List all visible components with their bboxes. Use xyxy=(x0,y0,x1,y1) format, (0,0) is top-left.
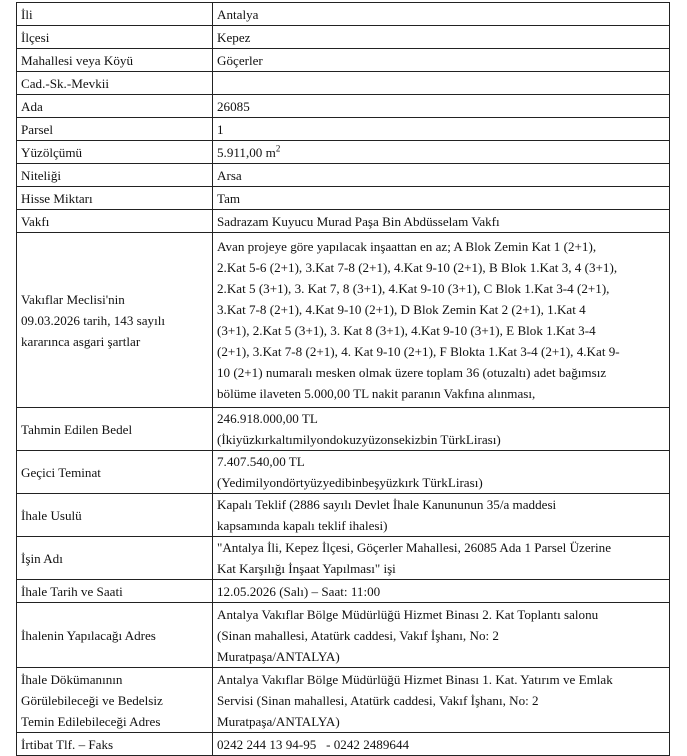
text-line: Antalya Vakıflar Bölge Müdürlüğü Hizmet Binası 1. Kat. Yatırım ve Emlak xyxy=(217,671,613,687)
table-row xyxy=(17,72,670,95)
estimate-value xyxy=(213,408,670,451)
row-value: Göçerler xyxy=(213,49,670,72)
row-value: Kepez xyxy=(213,26,670,49)
docs-label xyxy=(17,668,213,733)
venue-label: İhalenin Yapılacağı Adres xyxy=(17,603,213,668)
text-line: Muratpaşa/ANTALYA) xyxy=(217,648,340,664)
text-line: 7.407.540,00 TL xyxy=(217,454,305,469)
table-row xyxy=(17,49,670,72)
table-row xyxy=(17,164,670,187)
row-label: Vakfı xyxy=(17,210,213,233)
row-value: Tam xyxy=(213,187,670,210)
job-row xyxy=(17,537,670,580)
table-row xyxy=(17,118,670,141)
label-line: Görülebileceği ve Bedelsiz xyxy=(21,692,163,708)
venue-value xyxy=(213,603,670,668)
table-row xyxy=(17,187,670,210)
contact-value: 0242 244 13 94-95 - 0242 2489644 xyxy=(213,733,670,756)
method-value xyxy=(213,494,670,537)
label-line: İhale Dökümanının xyxy=(21,671,123,687)
guarantee-row xyxy=(17,451,670,494)
text-line: kapsamında kapalı teklif ihalesi) xyxy=(217,518,388,533)
venue-row xyxy=(17,603,670,668)
estimate-row xyxy=(17,408,670,451)
estimate-label: Tahmin Edilen Bedel xyxy=(17,408,213,451)
conditions-value xyxy=(213,233,670,408)
row-label: Niteliği xyxy=(17,164,213,187)
row-value xyxy=(213,72,670,95)
guarantee-label: Geçici Teminat xyxy=(17,451,213,494)
row-label: İlçesi xyxy=(17,26,213,49)
conditions-row xyxy=(17,233,670,408)
text-line: 246.918.000,00 TL xyxy=(217,411,318,426)
method-label: İhale Usulü xyxy=(17,494,213,537)
docs-value xyxy=(213,668,670,733)
text-line: Avan projeye göre yapılacak inşaattan en az; A Blok Zemin Kat 1 (2+1), xyxy=(217,239,597,254)
table-row xyxy=(17,3,670,26)
row-value: 1 xyxy=(213,118,670,141)
text-line: 3.Kat 7-8 (2+1), 4.Kat 9-10 (2+1), D Blok Zemin Kat 2 (2+1), 1.Kat 4 xyxy=(217,302,586,317)
table-row xyxy=(17,210,670,233)
text-line: Muratpaşa/ANTALYA) xyxy=(217,713,340,729)
text-line: 2.Kat 5 (3+1), 3. Kat 7, 8 (3+1), 4.Kat 9-10 (3+1), C Blok 1.Kat 3-4 (2+1), xyxy=(217,281,610,296)
docs-row xyxy=(17,668,670,733)
text-line: bölüme ilaveten 5.000,00 TL nakit paranın Vakfına alınması, xyxy=(217,386,536,401)
label-line: kararınca asgari şartlar xyxy=(21,333,141,349)
row-value: Arsa xyxy=(213,164,670,187)
area-value xyxy=(213,141,670,164)
guarantee-value xyxy=(213,451,670,494)
text-line: (2+1), 3.Kat 7-8 (2+1), 4. Kat 9-10 (2+1), F Blokta 1.Kat 3-4 (2+1), 4.Kat 9- xyxy=(217,344,620,359)
row-label: İli xyxy=(17,3,213,26)
label-line: Temin Edilebileceği Adres xyxy=(21,713,161,729)
text-line: (3+1), 2.Kat 5 (3+1), 3. Kat 8 (3+1), 4.Kat 9-10 (3+1), E Blok 1.Kat 3-4 xyxy=(217,323,596,338)
text-line: Kapalı Teklif (2886 sayılı Devlet İhale Kanununun 35/a maddesi xyxy=(217,497,557,512)
row-label: Ada xyxy=(17,95,213,118)
label-line: Vakıflar Meclisi'nin xyxy=(21,291,125,307)
row-label: Mahallesi veya Köyü xyxy=(17,49,213,72)
text-line: 10 (2+1) numaralı mesken olmak üzere toplam 36 (otuzaltı) adet bağımsız xyxy=(217,365,607,380)
area-unit-exponent: 2 xyxy=(275,143,281,154)
datetime-value: 12.05.2026 (Salı) – Saat: 11:00 xyxy=(213,580,670,603)
contact-label: İrtibat Tlf. – Faks xyxy=(17,733,213,756)
row-value: Antalya xyxy=(213,3,670,26)
conditions-label xyxy=(17,233,213,408)
row-label: Yüzölçümü xyxy=(17,141,213,164)
method-row xyxy=(17,494,670,537)
row-label: Cad.-Sk.-Mevkii xyxy=(17,72,213,95)
row-value: Sadrazam Kuyucu Murad Paşa Bin Abdüsselam Vakfı xyxy=(213,210,670,233)
area-number: 5.911,00 m xyxy=(217,144,276,160)
text-line: "Antalya İli, Kepez İlçesi, Göçerler Mahallesi, 26085 Ada 1 Parsel Üzerine xyxy=(217,540,612,555)
auction-info-table xyxy=(16,2,670,756)
job-label: İşin Adı xyxy=(17,537,213,580)
label-line: 09.03.2026 tarih, 143 sayılı xyxy=(21,312,166,328)
text-line: Antalya Vakıflar Bölge Müdürlüğü Hizmet Binası 2. Kat Toplantı salonu xyxy=(217,606,599,622)
row-label: Parsel xyxy=(17,118,213,141)
table-row xyxy=(17,26,670,49)
datetime-label: İhale Tarih ve Saati xyxy=(17,580,213,603)
contact-row xyxy=(17,733,670,756)
text-line: (Yedimilyondörtyüzyedibinbeşyüzkırk TürkLirası) xyxy=(217,475,483,490)
job-value xyxy=(213,537,670,580)
text-line: Kat Karşılığı İnşaat Yapılması" işi xyxy=(217,561,396,576)
text-line: (İkiyüzkırkaltımilyondokuzyüzonsekizbin TürkLirası) xyxy=(217,432,501,447)
text-line: (Sinan mahallesi, Atatürk caddesi, Vakıf İşhanı, No: 2 xyxy=(217,627,499,643)
table-row xyxy=(17,95,670,118)
row-value: 26085 xyxy=(213,95,670,118)
table-row xyxy=(17,141,670,164)
text-line: Servisi (Sinan mahallesi, Atatürk caddesi, Vakıf İşhanı, No: 2 xyxy=(217,692,539,708)
datetime-row xyxy=(17,580,670,603)
text-line: 2.Kat 5-6 (2+1), 3.Kat 7-8 (2+1), 4.Kat 9-10 (2+1), B Blok 1.Kat 3, 4 (3+1), xyxy=(217,260,618,275)
row-label: Hisse Miktarı xyxy=(17,187,213,210)
